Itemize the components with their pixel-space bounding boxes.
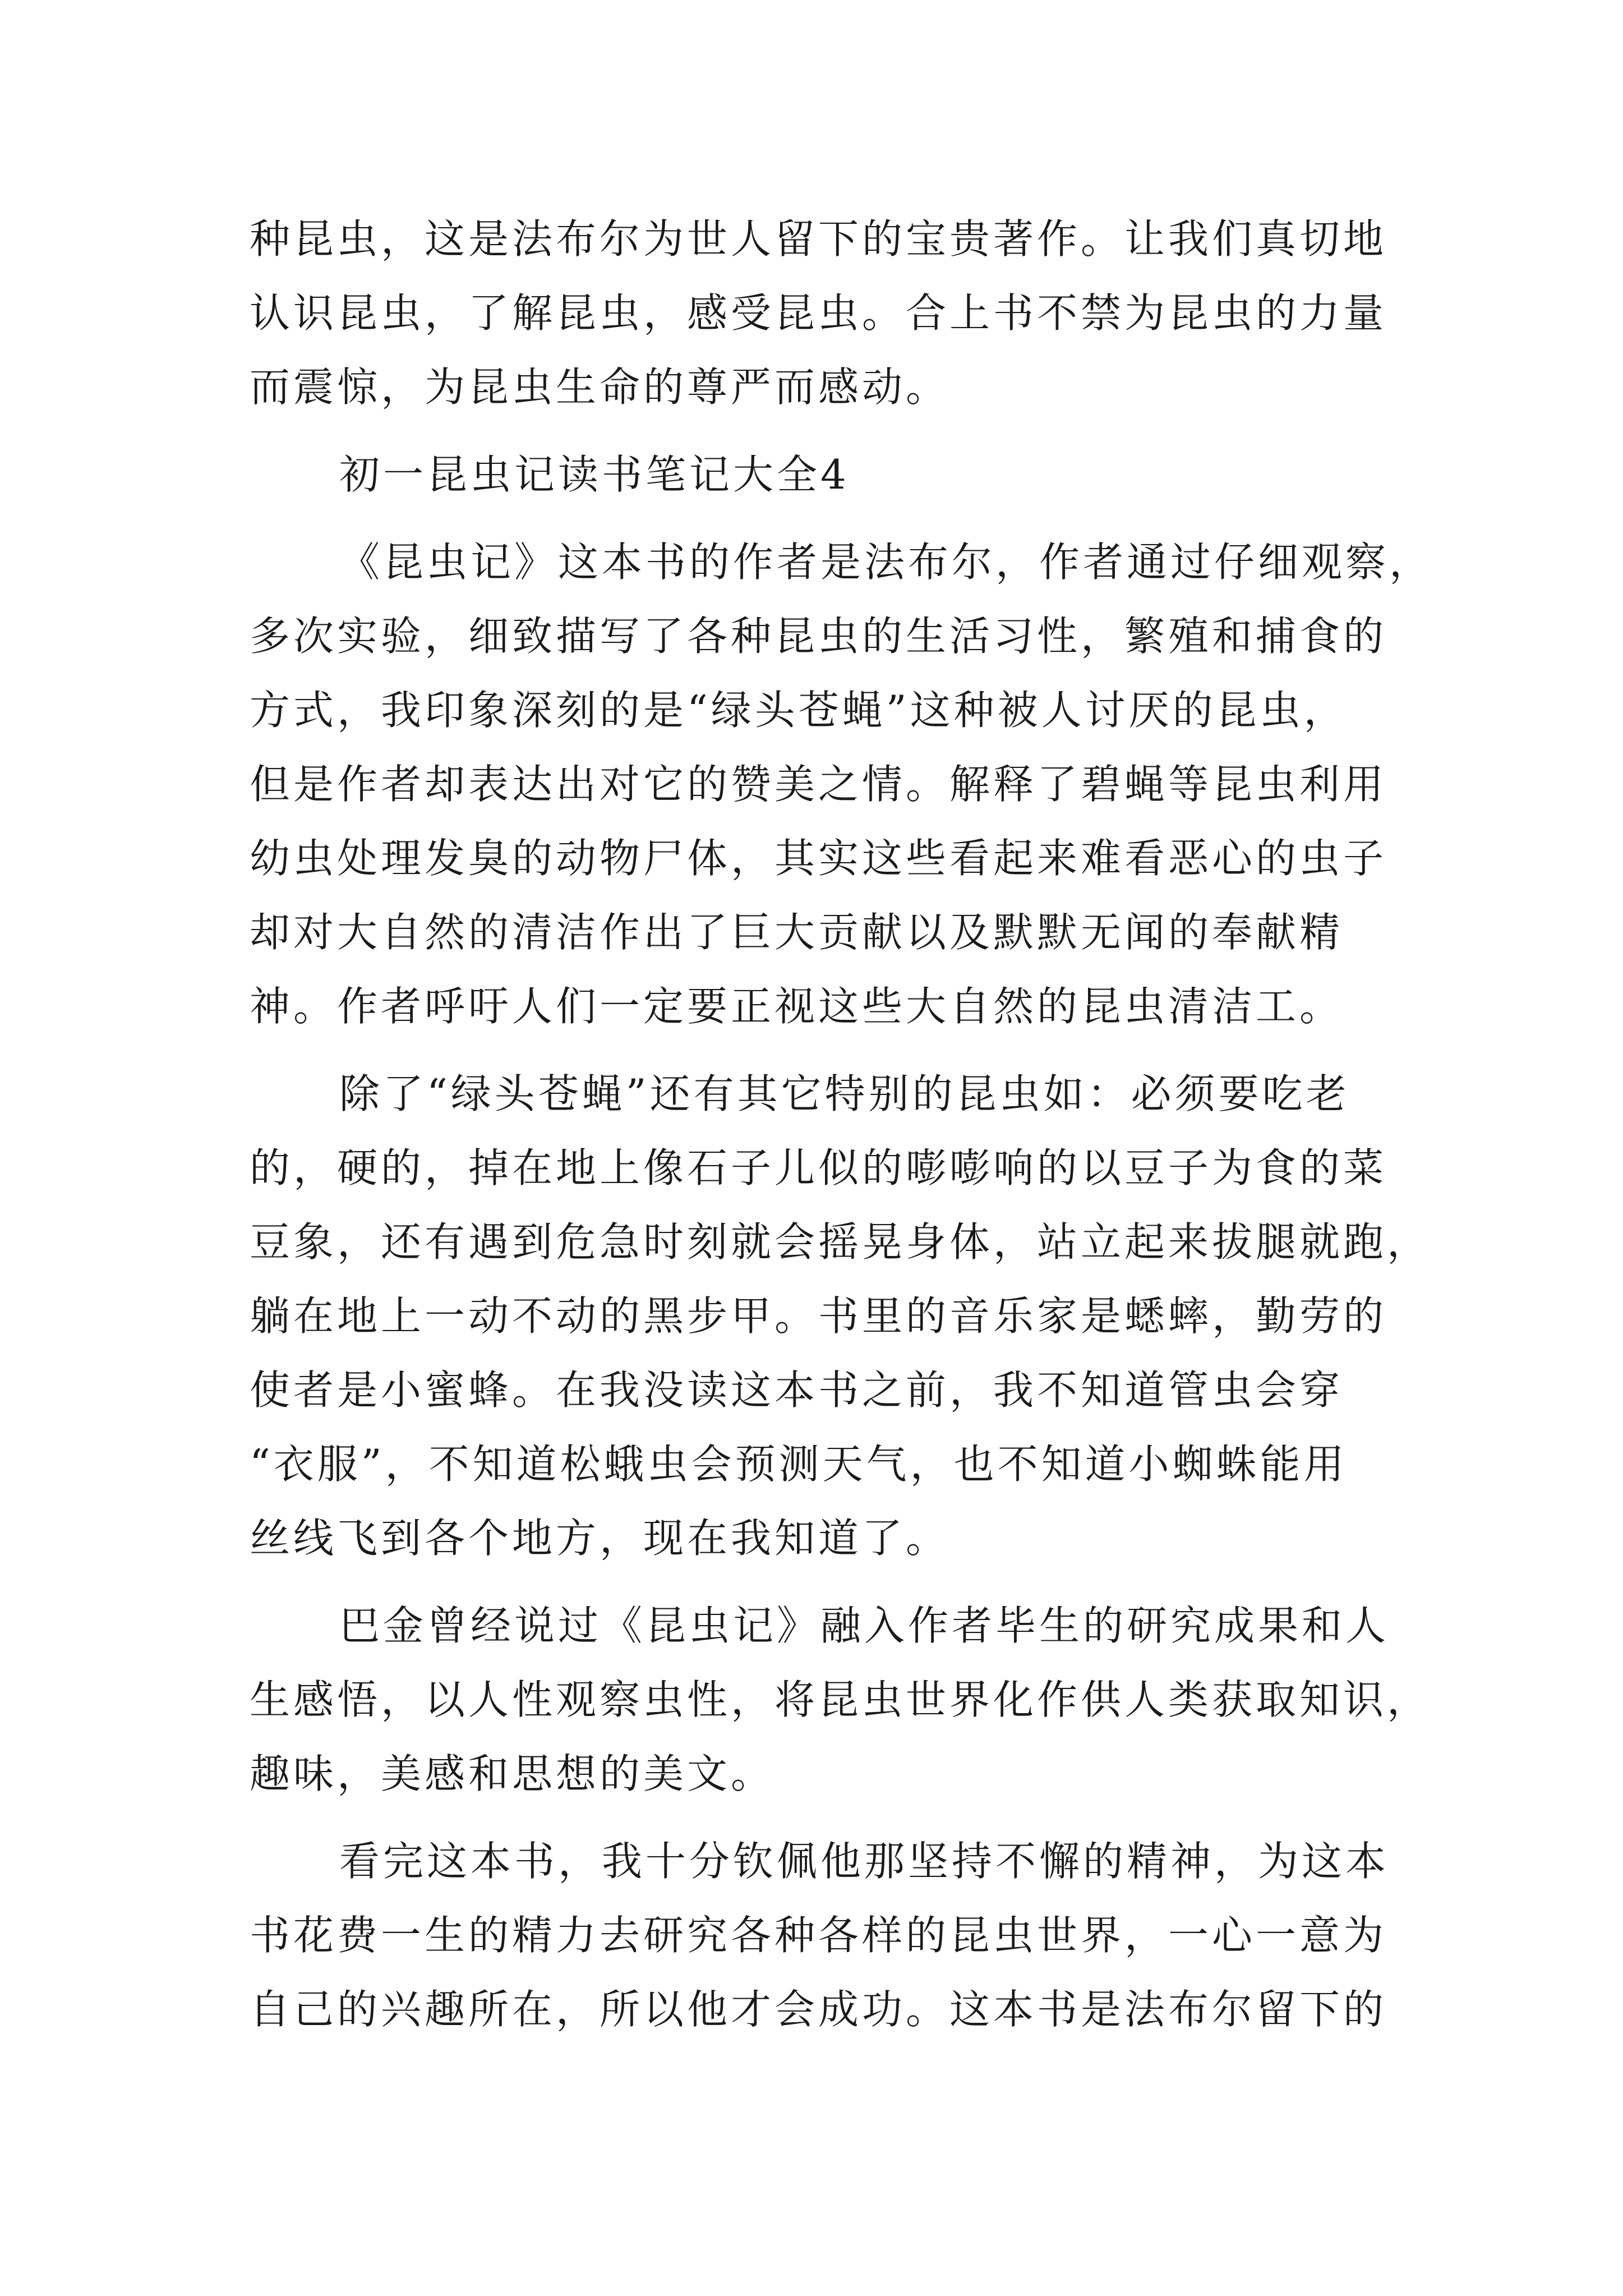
text-line: 使者是小蜜蜂。在我没读这本书之前，我不知道管虫会穿 [250, 1366, 1344, 1414]
text-line: 书花费一生的精力去研究各种各样的昆虫世界，一心一意为 [250, 1912, 1387, 1959]
text-line: 的，硬的，掉在地上像石子儿似的嘭嘭响的以豆子为食的菜 [250, 1144, 1387, 1191]
text-line: 巴金曾经说过《昆虫记》融入作者毕生的研究成果和人 [339, 1602, 1390, 1649]
text-line: 种昆虫，这是法布尔为世人留下的宝贵著作。让我们真切地 [250, 215, 1387, 263]
text-line: 而震惊，为昆虫生命的尊严而感动。 [250, 364, 950, 411]
text-line: “衣服”，不知道松蛾虫会预测天气，也不知道小蜘蛛能用 [250, 1441, 1348, 1488]
text-line: 生感悟，以人性观察虫性，将昆虫世界化作供人类获取知识， [250, 1676, 1431, 1723]
text-line: 但是作者却表达出对它的赞美之情。解释了碧蝇等昆虫利用 [250, 761, 1387, 808]
text-line: 却对大自然的清洁作出了巨大贡献以及默默无闻的奉献精 [250, 909, 1344, 956]
text-line: 丝线飞到各个地方，现在我知道了。 [250, 1515, 950, 1562]
body-text [250, 202, 1433, 2046]
text-line: 《昆虫记》这本书的作者是法布尔，作者通过仔细观察， [339, 539, 1433, 586]
text-line: 多次实验，细致描写了各种昆虫的生活习性，繁殖和捕食的 [250, 613, 1387, 660]
text-line: 看完这本书，我十分钦佩他那坚持不懈的精神，为这本 [339, 1838, 1390, 1885]
text-line: 自己的兴趣所在，所以他才会成功。这本书是法布尔留下的 [250, 1986, 1387, 2033]
section-heading: 初一昆虫记读书笔记大全4 [339, 451, 850, 498]
text-line: 方式，我印象深刻的是“绿头苍蝇”这种被人讨厌的昆虫， [250, 687, 1348, 734]
text-line: 神。作者呼吁人们一定要正视这些大自然的昆虫清洁工。 [250, 983, 1344, 1030]
text-line: 幼虫处理发臭的动物尸体，其实这些看起来难看恶心的虫子 [250, 835, 1387, 882]
text-line: 认识昆虫，了解昆虫，感受昆虫。合上书不禁为昆虫的力量 [250, 289, 1387, 337]
text-line: 躺在地上一动不动的黑步甲。书里的音乐家是蟋蟀，勤劳的 [250, 1292, 1387, 1340]
text-line: 豆象，还有遇到危急时刻就会摇晃身体，站立起来拔腿就跑， [250, 1218, 1431, 1266]
text-line: 除了“绿头苍蝇”还有其它特别的昆虫如：必须要吃老 [339, 1070, 1350, 1117]
text-line: 趣味，美感和思想的美文。 [250, 1750, 775, 1797]
